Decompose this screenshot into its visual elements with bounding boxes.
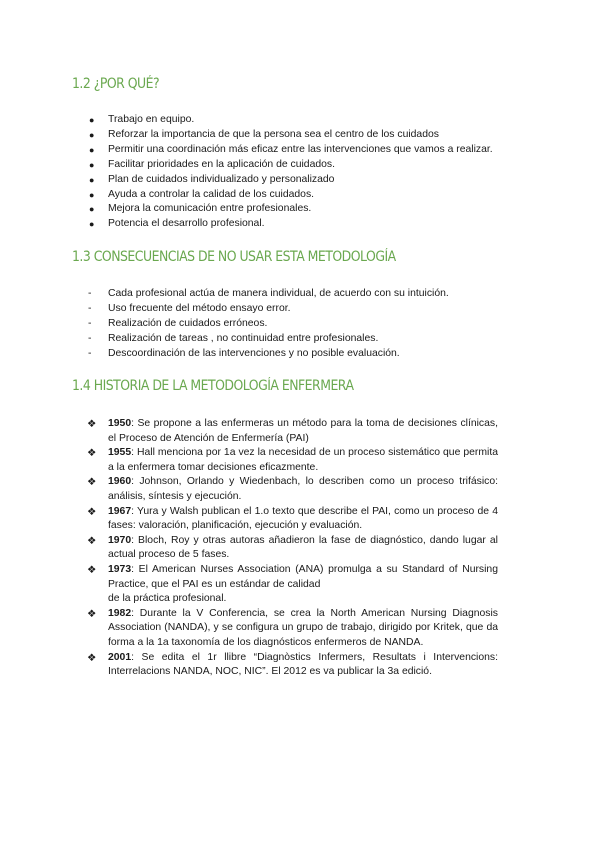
bullet-icon: ● xyxy=(89,219,95,230)
consequences-list xyxy=(88,287,449,362)
list-item: ● Permitir una coordinación más eficaz entre las intervenciones que vamos a realizar. xyxy=(108,143,493,158)
list-item: - Realización de cuidados erróneos. xyxy=(108,317,449,332)
diamond-bullet-icon: ❖ xyxy=(87,607,97,620)
bullet-icon: ● xyxy=(89,174,95,185)
bullet-icon: ● xyxy=(89,189,95,200)
list-item: ❖ 1982: Durante la V Conferencia, se crea la North American Nursing Diagnosis Association (NANDA), y se configura un grupo de trabajo, dirigido por Kritek, que da forma a la 1a taxonomía de los diagnósticos enfermeros de NANDA. xyxy=(87,607,498,648)
bullet-icon: ● xyxy=(89,144,95,155)
list-item: - Realización de tareas , no continuidad entre profesionales. xyxy=(108,332,449,347)
history-list xyxy=(87,417,498,680)
bullet-icon: ● xyxy=(89,115,95,125)
dash-icon: - xyxy=(88,288,92,299)
list-item: ❖ 1955: Hall menciona por 1a vez la necesidad de un proceso sistemático que permita a la enfermera tomar decisiones eficazmente. xyxy=(87,447,498,473)
list-item: ● Ayuda a controlar la calidad de los cuidados. xyxy=(108,188,493,203)
bullet-icon: ● xyxy=(89,204,95,215)
bullet-icon: ● xyxy=(89,129,95,140)
list-item: ● Trabajo en equipo. xyxy=(108,113,493,128)
list-item: ❖ 2001: Se edita el 1r llibre “Diagnòstics Infermers, Resultats i Intervencions: Interrelacions NANDA, NOC, NIC”. El 2012 es va publicar la 3a edició. xyxy=(87,651,498,678)
section-title-consequences: 1.3 CONSECUENCIAS DE NO USAR ESTA METODOLOGÍA xyxy=(72,249,396,265)
list-item: ❖ 1960: Johnson, Orlando y Wiedenbach, lo describen como un proceso trifásico: análisis, síntesis y ejecución. xyxy=(87,476,498,502)
diamond-bullet-icon: ❖ xyxy=(87,505,97,518)
section-title-why: 1.2 ¿POR QUÉ? xyxy=(72,76,160,92)
diamond-bullet-icon: ❖ xyxy=(87,534,97,547)
list-item: ● Plan de cuidados individualizado y personalizado xyxy=(108,173,493,188)
section-title-history: 1.4 HISTORIA DE LA METODOLOGÍA ENFERMERA xyxy=(72,378,354,394)
bullet-icon: ● xyxy=(89,159,95,170)
list-item: - Cada profesional actúa de manera individual, de acuerdo con su intuición. xyxy=(108,287,449,302)
dash-icon: - xyxy=(88,302,92,314)
dash-icon: - xyxy=(88,317,92,329)
list-item: ❖ 1950: Se propone a las enfermeras un método para la toma de decisiones clínicas, el Proceso de Atención de Enfermería (PAI) xyxy=(87,418,498,444)
list-item: - Descoordinación de las intervenciones y no posible evaluación. xyxy=(108,347,449,362)
diamond-bullet-icon: ❖ xyxy=(87,447,97,460)
dash-icon: - xyxy=(88,347,92,359)
diamond-bullet-icon: ❖ xyxy=(87,476,97,489)
dash-icon: - xyxy=(88,332,92,344)
list-item: - Uso frecuente del método ensayo error. xyxy=(108,302,449,317)
list-item: ❖ 1973: El American Nurses Association (ANA) promulga a su Standard of Nursing Practice, que el PAI es un estándar de calidad de la práctica profesional. xyxy=(87,563,498,605)
list-item: ● Facilitar prioridades en la aplicación de cuidados. xyxy=(108,158,493,173)
list-item: ● Mejora la comunicación entre profesionales. xyxy=(108,202,493,217)
list-item: ● Potencia el desarrollo profesional. xyxy=(108,217,493,232)
list-item: ❖ 1967: Yura y Walsh publican el 1.o texto que describe el PAI, como un proceso de 4 fases: valoración, planificación, ejecución y evaluación. xyxy=(87,505,498,532)
diamond-bullet-icon: ❖ xyxy=(87,651,97,664)
why-list xyxy=(89,113,493,232)
list-item: ❖ 1970: Bloch, Roy y otras autoras añadieron la fase de diagnóstico, dando lugar al actual proceso de 5 fases. xyxy=(87,534,498,561)
diamond-bullet-icon: ❖ xyxy=(87,563,97,576)
diamond-bullet-icon: ❖ xyxy=(87,418,97,430)
list-item: ● Reforzar la importancia de que la persona sea el centro de los cuidados xyxy=(108,128,493,143)
